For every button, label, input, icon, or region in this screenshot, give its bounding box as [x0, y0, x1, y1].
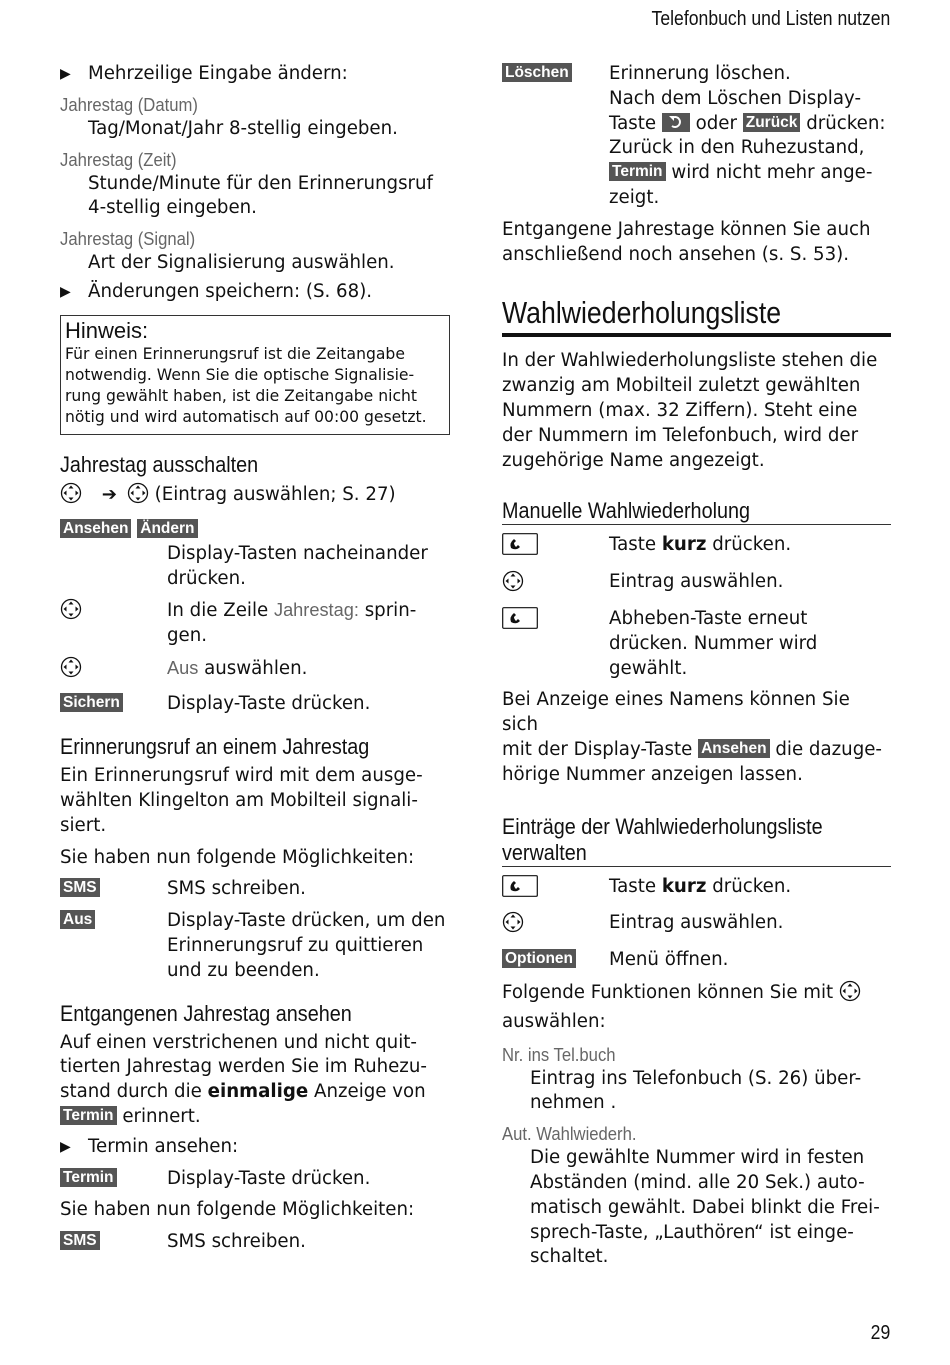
arrow-right-icon: ➔ — [101, 483, 118, 505]
softkey-sms[interactable]: SMS — [60, 878, 100, 897]
step-arrow-icon: ▶ — [60, 1138, 71, 1155]
nav-key-icon — [60, 482, 82, 512]
key-pair-row — [60, 518, 450, 543]
heading-manual-redial: Manuelle Wahlwiederholung — [502, 497, 891, 525]
nav-key-icon — [502, 570, 524, 600]
row-options: Optionen Menü öffnen. — [502, 948, 891, 973]
talk-key-icon — [502, 875, 538, 905]
row-jump-line: In die Zeile Jahrestag: sprin- gen. — [60, 598, 450, 649]
left-column: ▶ Mehrzeilige Eingabe ändern: Jahrestag (Datum) Tag/Monat/Jahr 8-stellig eingeben. Jahrestag (Zeit) Stunde/Minute für den Erinnerungsruf 4-stellig eingeben. Jahrestag (Signal) Art der Signalisierung auswählen. ▶ Änderungen speichern: (S. 68). Hinweis: Für einen Erinnerungsruf ist die Zeitangabe notwendig. Wenn Sie die optische Signalisie- rung gewählt haben, ist die Zeitangabe nicht nötig und wird automatisch auf 00:00 gesetzt. Jahrestag ausschalten ➔ (Eintrag auswählen; S. 27) Ansehen Ändern Display-Tasten nacheinander drücken. In die Zeile Jahrestag: sprin- gen. Aus auswählen. Sichern Display-Taste drücken. Erinnerungsruf an einem Jahrestag Ein Erinnerungsruf wird mit dem ausge- wählten Klingelton am Mobilteil signali- siert. Sie haben nun folgende Möglichkeiten: SMS SMS schreiben. Aus Display-Taste drücken, um den Erinnerungsruf zu quittieren und zu beenden. Entgangenen Jahrestag ansehen Auf einen verstrichenen und nicht quit- tierten Jahrestag werden Sie im Ruhezu- stand durch die einmalige Anzeige von Termin erinnert. ▶ Termin ansehen: Termin Display-Taste drücken. Sie haben nun folgende Möglichkeiten: SMS SMS schreiben. — [60, 62, 450, 1255]
row-select-entry-2: Eintrag auswählen. — [502, 911, 891, 941]
softkey-optionen[interactable]: Optionen — [502, 949, 576, 968]
page-number: 29 — [870, 1322, 890, 1344]
right-column: Löschen Erinnerung löschen. Nach dem Löschen Display- Taste oder Zurück drücken: Zurück in den Ruhezustand, Termin wird nicht mehr ange- zeigt. Entgangene Jahrestage können Sie auch anschließend noch ansehen (s. S. 53). Wahlwiederholungsliste In der Wahlwiederholungsliste stehen die zwanzig am Mobilteil zuletzt gewählten Nummern (max. 32 Ziffern). Steht eine der Nummern im Telefonbuch, wird der zugehörige Name angezeigt. Manuelle Wahlwiederholung Taste kurz drücken. Eintrag auswählen. Abheben-Taste erneut drücken. Nummer wird gewählt. Bei Anzeige eines Namens können Sie sich mit der Display-Taste Ansehen die dazuge- hörige Nummer anzeigen lassen. Einträge der Wahlwiederholungsliste verwalten Taste kurz drücken. Eintrag auswählen. Optionen Menü öffnen. Folgende Funktionen können Sie mit auswählen: Nr. ins Tel.buch Eintrag ins Telefonbuch (S. 26) über- nehmen . Aut. Wahlwiederh. Die gewählte Nummer wird in festen Abständen (mind. alle 20 Sek.) auto- matisch gewählt. Dabei blinkt die Frei- sprech-Taste, „Lauthören“ ist einge- schaltet. — [502, 62, 891, 1270]
field-date: Jahrestag (Datum) Tag/Monat/Jahr 8-stellig eingeben. — [60, 93, 398, 139]
softkey-zurueck[interactable]: Zurück — [743, 113, 801, 132]
row-talk-key-3: Taste kurz drücken. — [502, 875, 891, 905]
field-signal: Jahrestag (Signal) Art der Signalisierung auswählen. — [60, 228, 395, 274]
nav-line: ➔ (Eintrag auswählen; S. 27) — [60, 482, 450, 512]
nav-key-icon — [839, 980, 861, 1010]
softkey-sms[interactable]: SMS — [60, 1231, 100, 1250]
step-save: ▶ Änderungen speichern: (S. 68). — [60, 280, 450, 305]
note-title: Hinweis: — [65, 317, 149, 343]
nav-key-icon — [127, 482, 149, 512]
softkey-sichern[interactable]: Sichern — [60, 693, 123, 712]
back-key-icon[interactable] — [662, 113, 690, 132]
function-auto-redial: Aut. Wahlwiederh. Die gewählte Nummer wird in festen Abständen (mind. alle 20 Sek.) auto- matisch gewählt. Dabei blinkt die Frei- sprech-Taste, „Lauthören“ ist einge- schaltet. — [502, 1123, 880, 1268]
talk-key-icon — [502, 607, 538, 637]
step-arrow-icon: ▶ — [60, 283, 71, 300]
talk-key-icon — [502, 533, 538, 563]
nav-key-icon — [60, 656, 82, 686]
row-talk-key: Taste kurz drücken. — [502, 533, 891, 563]
softkey-ansehen[interactable]: Ansehen — [60, 519, 131, 538]
heading-manage-list: Einträge der Wahlwiederholungsliste verwalten — [502, 814, 891, 867]
nav-key-icon — [502, 911, 524, 941]
step-view-termin: ▶ Termin ansehen: — [60, 1135, 450, 1160]
softkey-termin: Termin — [60, 1106, 117, 1125]
softkey-termin: Termin — [609, 162, 666, 181]
row-select-entry: Eintrag auswählen. — [502, 570, 891, 600]
softkey-aus[interactable]: Aus — [60, 910, 95, 929]
heading-reminder: Erinnerungsruf an einem Jahrestag — [60, 734, 370, 760]
row-termin: Termin Display-Taste drücken. — [60, 1167, 450, 1192]
row-delete: Löschen Erinnerung löschen. Nach dem Löschen Display- Taste oder Zurück drücken: Zurück in den Ruhezustand, Termin wird nicht mehr ange- zeigt. — [502, 62, 891, 211]
step-edit-multiline: ▶ Mehrzeilige Eingabe ändern: — [60, 62, 450, 87]
softkey-ansehen[interactable]: Ansehen — [698, 739, 769, 758]
field-time: Jahrestag (Zeit) Stunde/Minute für den Erinnerungsruf 4-stellig eingeben. — [60, 148, 433, 219]
softkey-termin[interactable]: Termin — [60, 1168, 117, 1187]
nav-key-icon — [60, 598, 82, 628]
softkey-loeschen[interactable]: Löschen — [502, 63, 572, 82]
row-talk-key-2: Abheben-Taste erneut drücken. Nummer wird gewählt. — [502, 607, 891, 681]
softkey-aendern[interactable]: Ändern — [137, 519, 197, 538]
heading-anniversary-off: Jahrestag ausschalten — [60, 451, 259, 477]
running-header: Telefonbuch und Listen nutzen — [651, 8, 890, 30]
row-aus: Aus Display-Taste drücken, um den Erinnerungsruf zu quittieren und zu beenden. — [60, 909, 450, 983]
row-sms-2: SMS SMS schreiben. — [60, 1230, 450, 1255]
step-arrow-icon: ▶ — [60, 66, 71, 82]
chapter-heading: Wahlwiederholungsliste — [502, 295, 891, 337]
row-sms: SMS SMS schreiben. — [60, 877, 450, 902]
row-save: Sichern Display-Taste drücken. — [60, 692, 450, 717]
function-copy-to-phonebook: Nr. ins Tel.buch Eintrag ins Telefonbuch (S. 26) über- nehmen . — [502, 1043, 862, 1114]
note-box: Hinweis: Für einen Erinnerungsruf ist die Zeitangabe notwendig. Wenn Sie die optische Signalisie- rung gewählt haben, ist die Zeitangabe nicht nötig und wird automatisch auf 00:00 gesetzt. — [60, 315, 450, 435]
heading-missed: Entgangenen Jahrestag ansehen — [60, 1000, 352, 1026]
row-select-aus: Aus auswählen. — [60, 656, 450, 686]
